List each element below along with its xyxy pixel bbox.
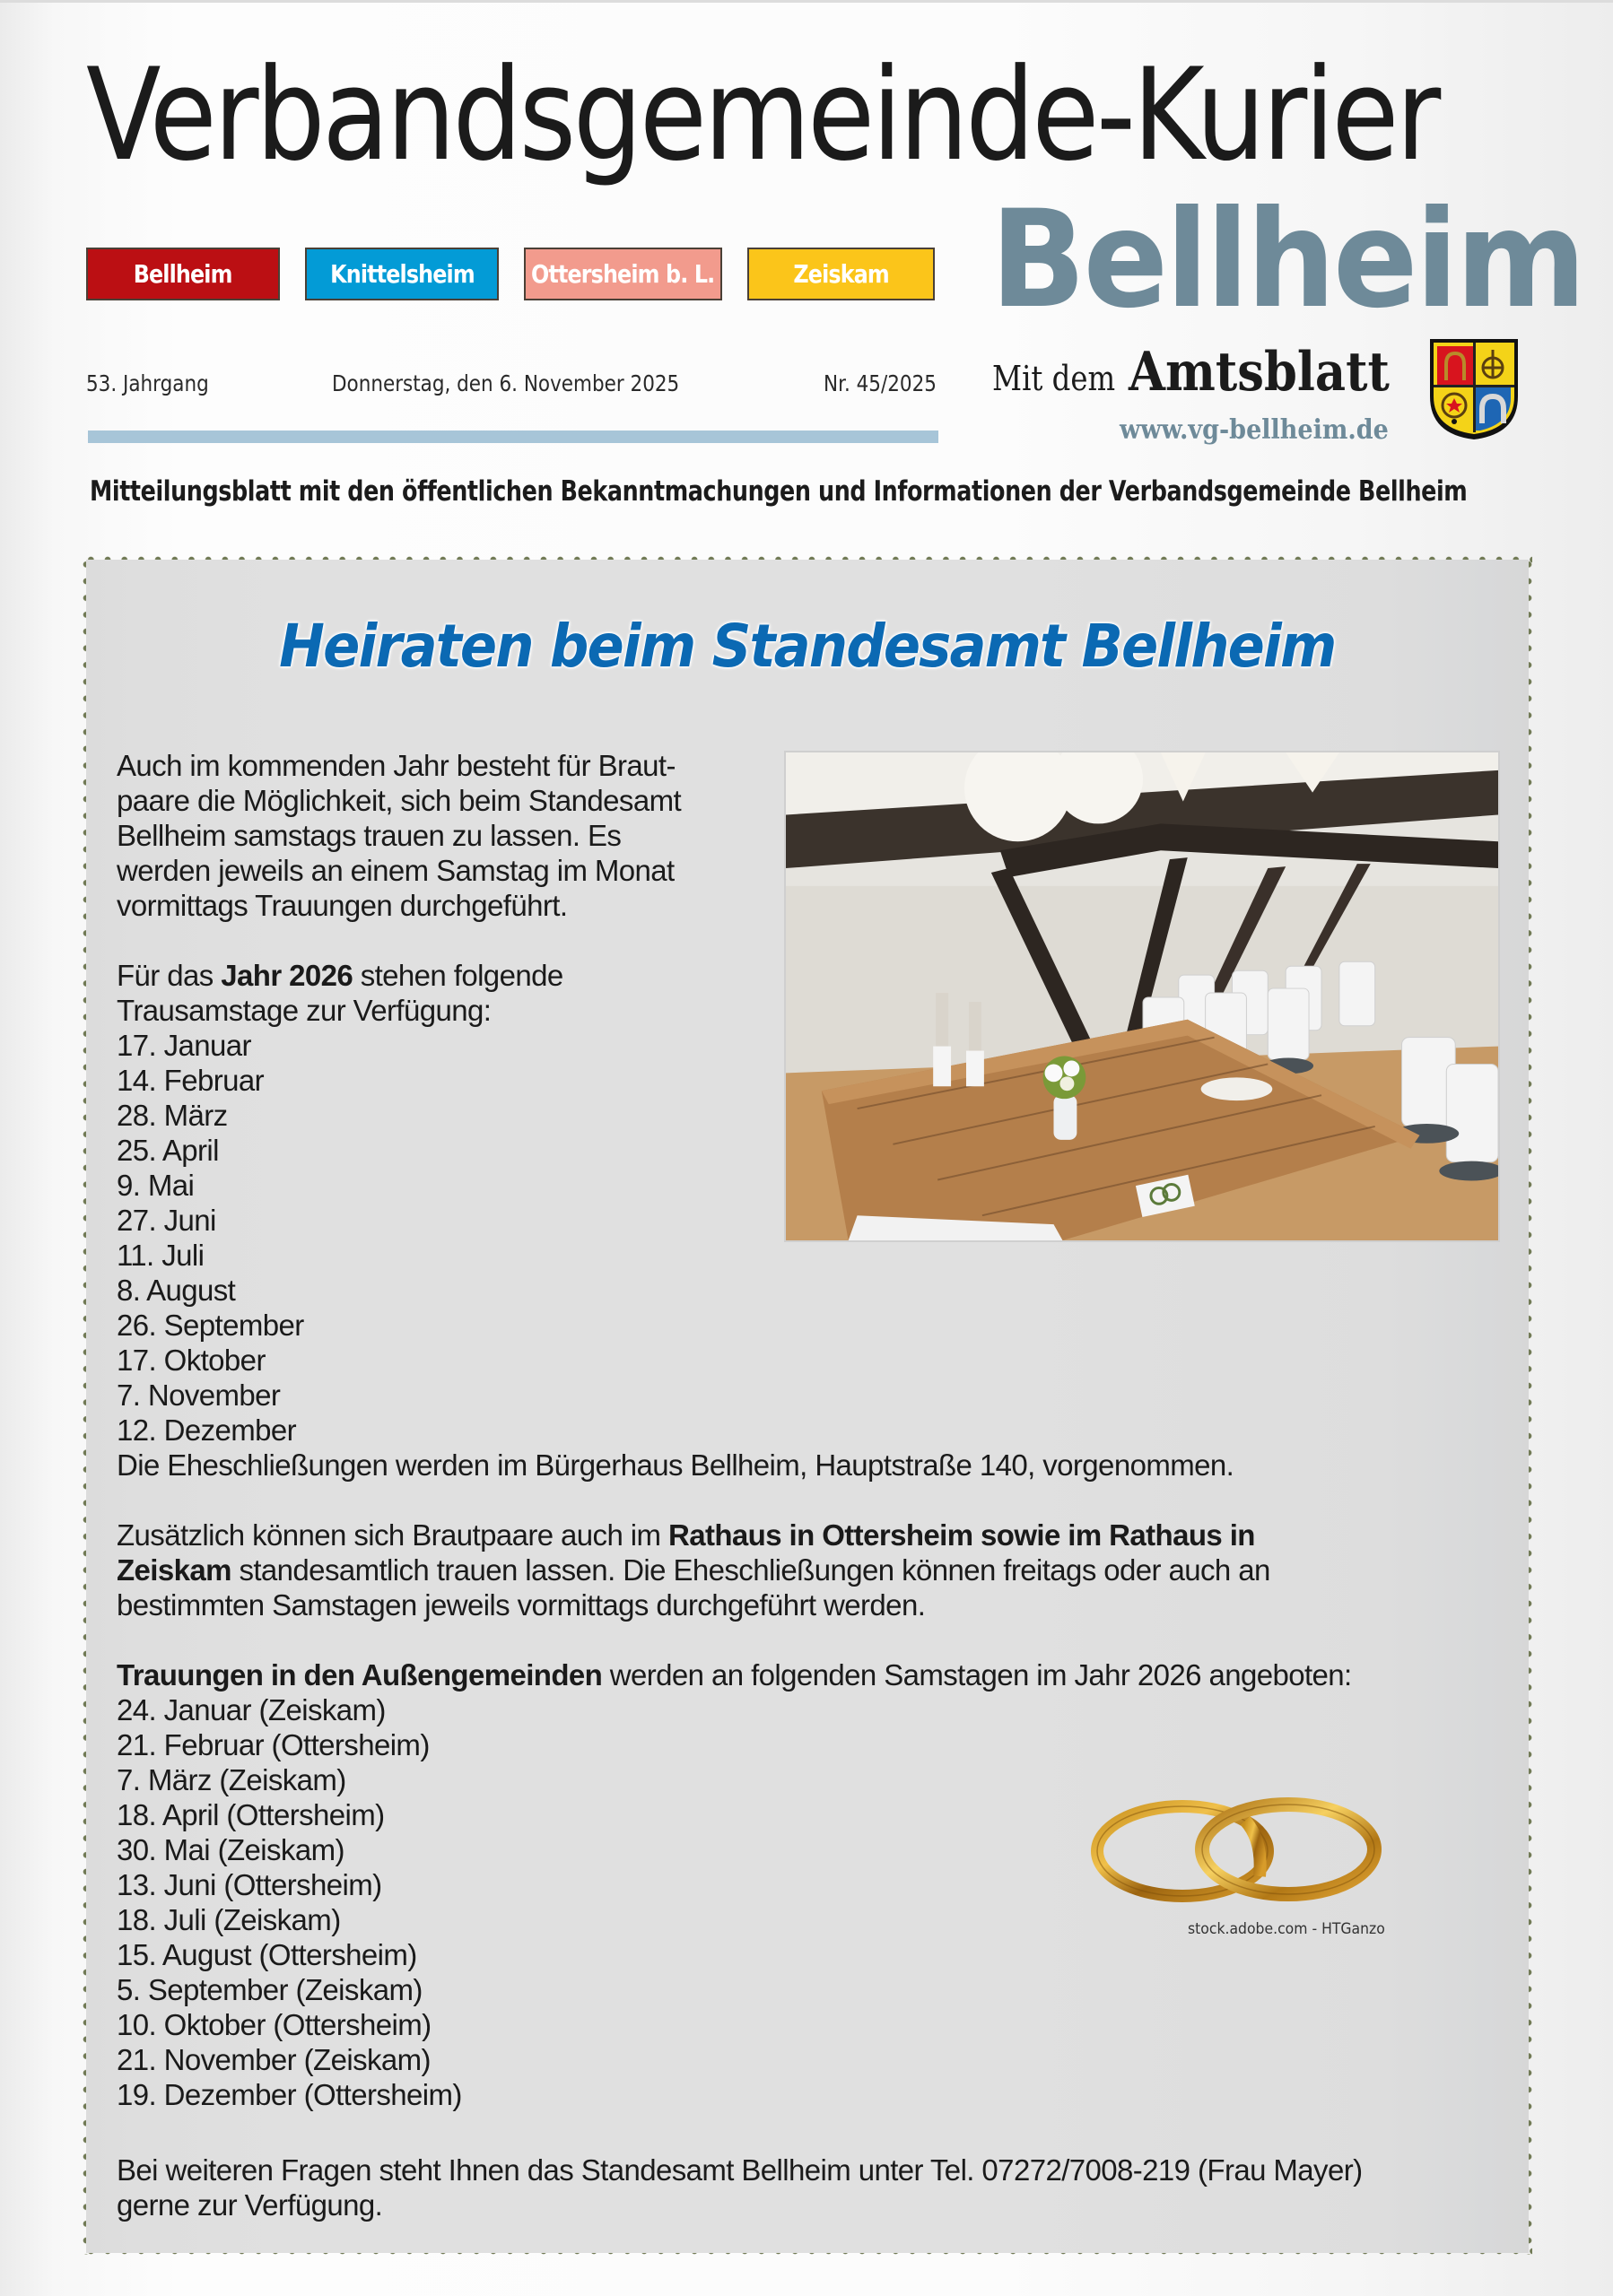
date-item: 17. Oktober (117, 1344, 266, 1377)
photo-credit: stock.adobe.com - HTGanzo (1188, 1920, 1385, 1938)
issue-date: Donnerstag, den 6. November 2025 (332, 370, 680, 396)
municipality-tags (86, 248, 935, 300)
tag-knittelsheim (305, 248, 499, 300)
date-item: 18. April (Ottersheim) (117, 1798, 385, 1831)
year-intro-line (117, 958, 563, 993)
intro-line: Bellheim samstags trauen zu lassen. Es (117, 819, 622, 852)
additional-venues-paragraph (117, 1518, 1270, 1622)
bold-span: Rathaus in Ottersheim sowie im Rathaus in (667, 1518, 1255, 1552)
newspaper-title: Verbandsgemeinde-Kurier (86, 41, 1438, 189)
date-item: 25. April (117, 1134, 219, 1167)
date-item: 26. September (117, 1309, 304, 1342)
volume-label: 53. Jahrgang (86, 370, 209, 396)
date-item: 30. Mai (Zeiskam) (117, 1833, 344, 1866)
year-intro-line: Trausamstage zur Verfügung: (117, 994, 492, 1027)
text-span: werden an folgenden Samstagen im Jahr 2026 angeboten: (602, 1658, 1352, 1692)
tag-bellheim (86, 248, 280, 300)
tag-label: Knittelsheim (329, 259, 475, 289)
article-title-text: Heiraten beim Standesamt Bellheim (279, 612, 1336, 681)
text-span: stehen folgende (353, 959, 563, 992)
header-rule (88, 430, 938, 443)
paragraph-line: bestimmten Samstagen jeweils vormittags durchgeführt werden. (117, 1588, 926, 1622)
contact-paragraph (117, 2152, 1362, 2222)
date-item: 24. Januar (Zeiskam) (117, 1693, 386, 1726)
date-item: 12. Dezember (117, 1413, 297, 1447)
mit-dem-label: Mit dem (992, 359, 1116, 398)
date-item: 15. August (Ottersheim) (117, 1938, 417, 1971)
tag-ottersheim (524, 248, 722, 300)
outer-communities-intro (117, 1657, 1352, 1692)
text-span: standesamtlich trauen lassen. Die Eheschließungen können freitags oder auch an (231, 1553, 1270, 1587)
wedding-room-photo (784, 751, 1500, 1242)
outer-communities-dates-list (117, 1692, 462, 2112)
tag-label: Ottersheim b. L. (531, 259, 715, 289)
date-item: 19. Dezember (Ottersheim) (117, 2078, 462, 2111)
date-item: 11. Juli (117, 1239, 205, 1272)
bold-span: Zeiskam (117, 1553, 231, 1587)
date-item: 9. Mai (117, 1169, 195, 1202)
issue-number: Nr. 45/2025 (824, 370, 937, 396)
tag-label: Zeiskam (793, 259, 889, 289)
date-item: 5. September (Zeiskam) (117, 1973, 423, 2006)
website-link[interactable]: www.vg-bellheim.de (1120, 414, 1389, 446)
year-highlight: Jahr 2026 (221, 959, 353, 992)
date-item: 21. November (Zeiskam) (117, 2043, 431, 2076)
paragraph-line (117, 1552, 1270, 1587)
date-item: 18. Juli (Zeiskam) (117, 1903, 341, 1936)
dates-2026-list (117, 1028, 304, 1448)
year-2026-intro (117, 958, 563, 1028)
paragraph-line: gerne zur Verfügung. (117, 2188, 383, 2222)
date-item: 21. Februar (Ottersheim) (117, 1728, 430, 1761)
intro-line: Auch im kommenden Jahr besteht für Braut- (117, 749, 676, 782)
article-title (86, 612, 1529, 681)
date-item: 7. März (Zeiskam) (117, 1763, 346, 1796)
date-item: 7. November (117, 1378, 281, 1412)
text-span: Für das (117, 959, 222, 992)
paragraph-line (117, 1518, 1270, 1552)
newspaper-subtitle: Mitteilungsblatt mit den öffentlichen Bekanntmachungen und Informationen der Verbandsgemeinde Bellheim (90, 475, 1468, 508)
venue-line: Die Eheschließungen werden im Bürgerhaus Bellheim, Hauptstraße 140, vorgenommen. (117, 1448, 1234, 1482)
intro-line: werden jeweils an einem Samstag im Monat (117, 854, 675, 887)
tag-zeiskam (747, 248, 935, 300)
tag-label: Bellheim (134, 259, 232, 289)
date-item: 14. Februar (117, 1064, 264, 1097)
date-item: 27. Juni (117, 1204, 216, 1237)
page-top-edge (0, 0, 1613, 3)
amtsblatt-label: Amtsblatt (1129, 341, 1390, 404)
date-item: 8. August (117, 1274, 236, 1307)
paragraph-line: Bei weiteren Fragen steht Ihnen das Standesamt Bellheim unter Tel. 07272/7008-219 (Frau Mayer) (117, 2153, 1363, 2187)
date-item: 10. Oktober (Ottersheim) (117, 2008, 432, 2041)
bellheim-logo: Bellheim (990, 182, 1584, 338)
bold-span: Trauungen in den Außengemeinden (117, 1658, 603, 1692)
intro-line: vormittags Trauungen durchgeführt. (117, 889, 568, 922)
intro-line: paare die Möglichkeit, sich beim Standesamt (117, 784, 682, 817)
date-item: 17. Januar (117, 1029, 251, 1062)
wedding-article (86, 560, 1529, 2253)
date-item: 13. Juni (Ottersheim) (117, 1868, 382, 1901)
wedding-rings-image (1084, 1787, 1389, 1912)
date-item: 28. März (117, 1099, 228, 1132)
text-span: Zusätzlich können sich Brautpaare auch im (117, 1518, 668, 1552)
coat-of-arms-icon (1425, 334, 1523, 443)
intro-paragraph (117, 748, 681, 923)
